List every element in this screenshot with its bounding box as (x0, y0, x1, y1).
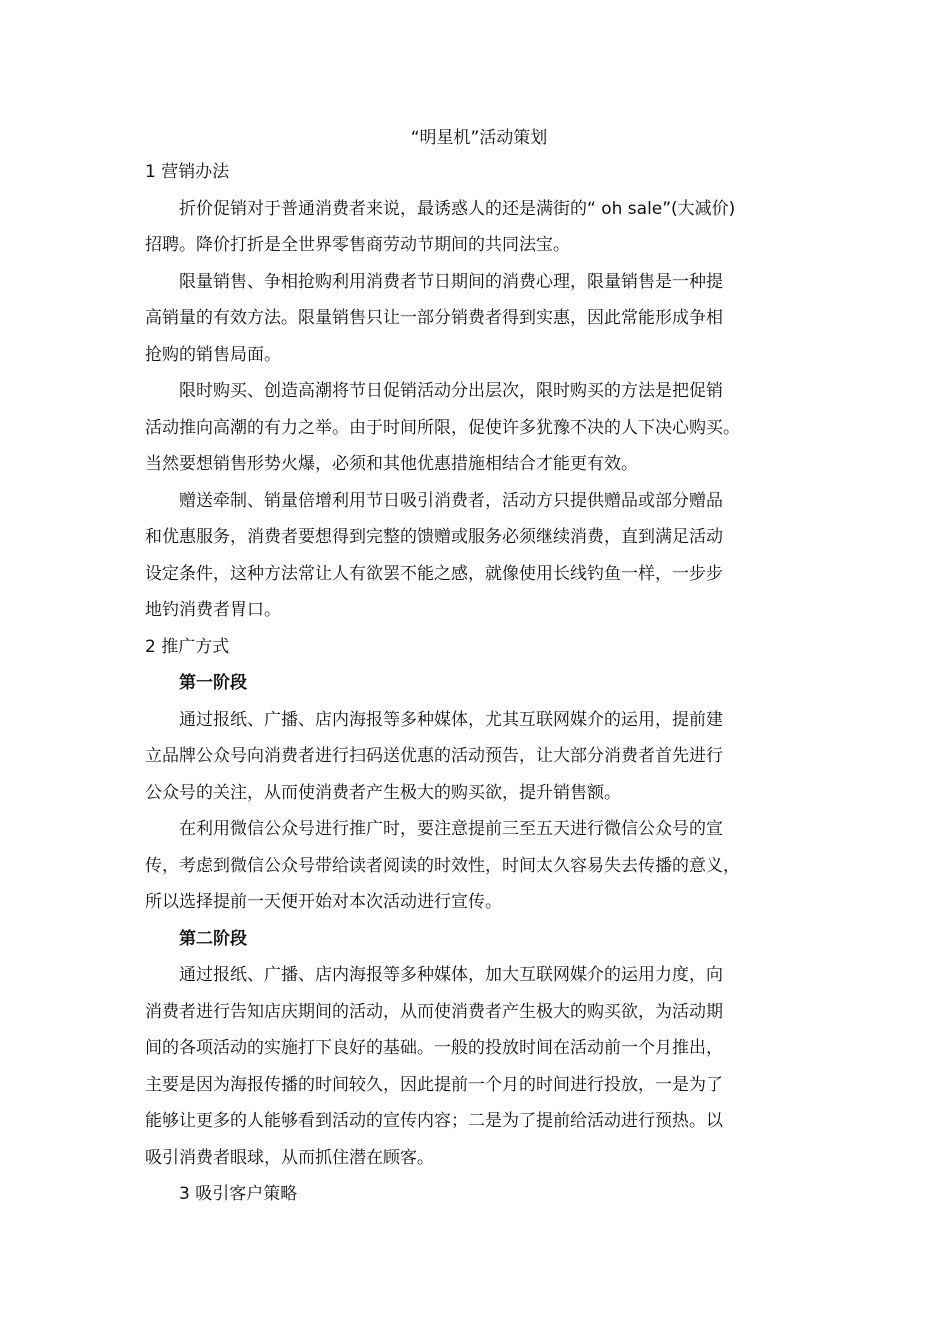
paragraph-line: 地钓消费者胃口。 (145, 600, 281, 620)
section-1-paragraph-2 (145, 264, 813, 374)
paragraph-line: 立品牌公众号向消费者进行扫码送优惠的活动预告，让大部分消费者首先进行 (145, 746, 723, 766)
paragraph-line: 高销量的有效方法。限量销售只让一部分销费者得到实惠，因此常能形成争相 (145, 308, 723, 328)
paragraph-line: 活动推向高潮的有力之举。由于时间所限，促使许多犹豫不决的人下决心购买。 (145, 417, 740, 438)
document-title: “明星机”活动策划 (410, 128, 548, 148)
paragraph-line: 限时购买、创造高潮将节日促销活动分出层次，限时购买的方法是把促销 (179, 381, 723, 401)
paragraph-line: 招聘。降价打折是全世界零售商劳动节期间的共同法宝。 (145, 235, 570, 255)
paragraph-line: 通过报纸、广播、店内海报等多种媒体，尤其互联网媒介的运用，提前建 (179, 709, 723, 730)
paragraph-line: 和优惠服务，消费者要想得到完整的馈赠或服务必须继续消费，直到满足活动 (145, 527, 723, 547)
paragraph-line: 间的各项活动的实施打下良好的基础。一般的投放时间在活动前一个月推出， (145, 1038, 723, 1058)
paragraph-line: 折价促销对于普通消费者来说，最诱惑人的还是满街的“ oh sale”(大减价) (179, 198, 736, 219)
section-1-heading: 1 营销办法 (145, 162, 230, 182)
paragraph-line: 传，考虑到微信公众号带给读者阅读的时效性，时间太久容易失去传播的意义， (145, 855, 740, 876)
stage-1-heading: 第一阶段 (179, 673, 247, 693)
stage-2-heading: 第二阶段 (179, 928, 247, 949)
stage-1-paragraph-2 (145, 811, 813, 921)
document-body (145, 122, 813, 1213)
stage-2-paragraph-1 (145, 957, 813, 1176)
stage-1-paragraph-1 (145, 702, 813, 812)
paragraph-line: 在利用微信公众号进行推广时，要注意提前三至五天进行微信公众号的宣 (179, 819, 723, 839)
paragraph-line: 吸引消费者眼球，从而抓住潜在顾客。 (145, 1147, 434, 1168)
paragraph-line: 通过报纸、广播、店内海报等多种媒体，加大互联网媒介的运用力度，向 (179, 965, 723, 985)
paragraph-line: 限量销售、争相抢购利用消费者节日期间的消费心理，限量销售是一种提 (179, 271, 723, 292)
section-1-paragraph-4 (145, 483, 813, 629)
section-1-paragraph-1 (145, 191, 813, 264)
paragraph-line: 所以选择提前一天便开始对本次活动进行宣传。 (145, 892, 502, 912)
paragraph-line: 能够让更多的人能够看到活动的宣传内容；二是为了提前给活动进行预热。以 (145, 1111, 723, 1131)
paragraph-line: 赠送牵制、销量倍增利用节日吸引消费者，活动方只提供赠品或部分赠品 (179, 490, 723, 511)
paragraph-line: 抢购的销售局面。 (145, 344, 281, 365)
paragraph-line: 主要是因为海报传播的时间较久，因此提前一个月的时间进行投放，一是为了 (145, 1074, 723, 1095)
paragraph-line: 公众号的关注，从而使消费者产生极大的购买欲，提升销售额。 (145, 782, 621, 803)
paragraph-line: 当然要想销售形势火爆，必须和其他优惠措施相结合才能更有效。 (145, 454, 638, 474)
section-2-heading: 2 推广方式 (145, 636, 230, 657)
section-3-heading: 3 吸引客户策略 (179, 1184, 298, 1204)
section-1-paragraph-3 (145, 373, 813, 483)
paragraph-line: 消费者进行告知店庆期间的活动，从而使消费者产生极大的购买欲，为活动期 (145, 1001, 723, 1022)
paragraph-line: 设定条件，这种方法常让人有欲罢不能之感，就像使用长线钓鱼一样，一步步 (145, 563, 723, 584)
